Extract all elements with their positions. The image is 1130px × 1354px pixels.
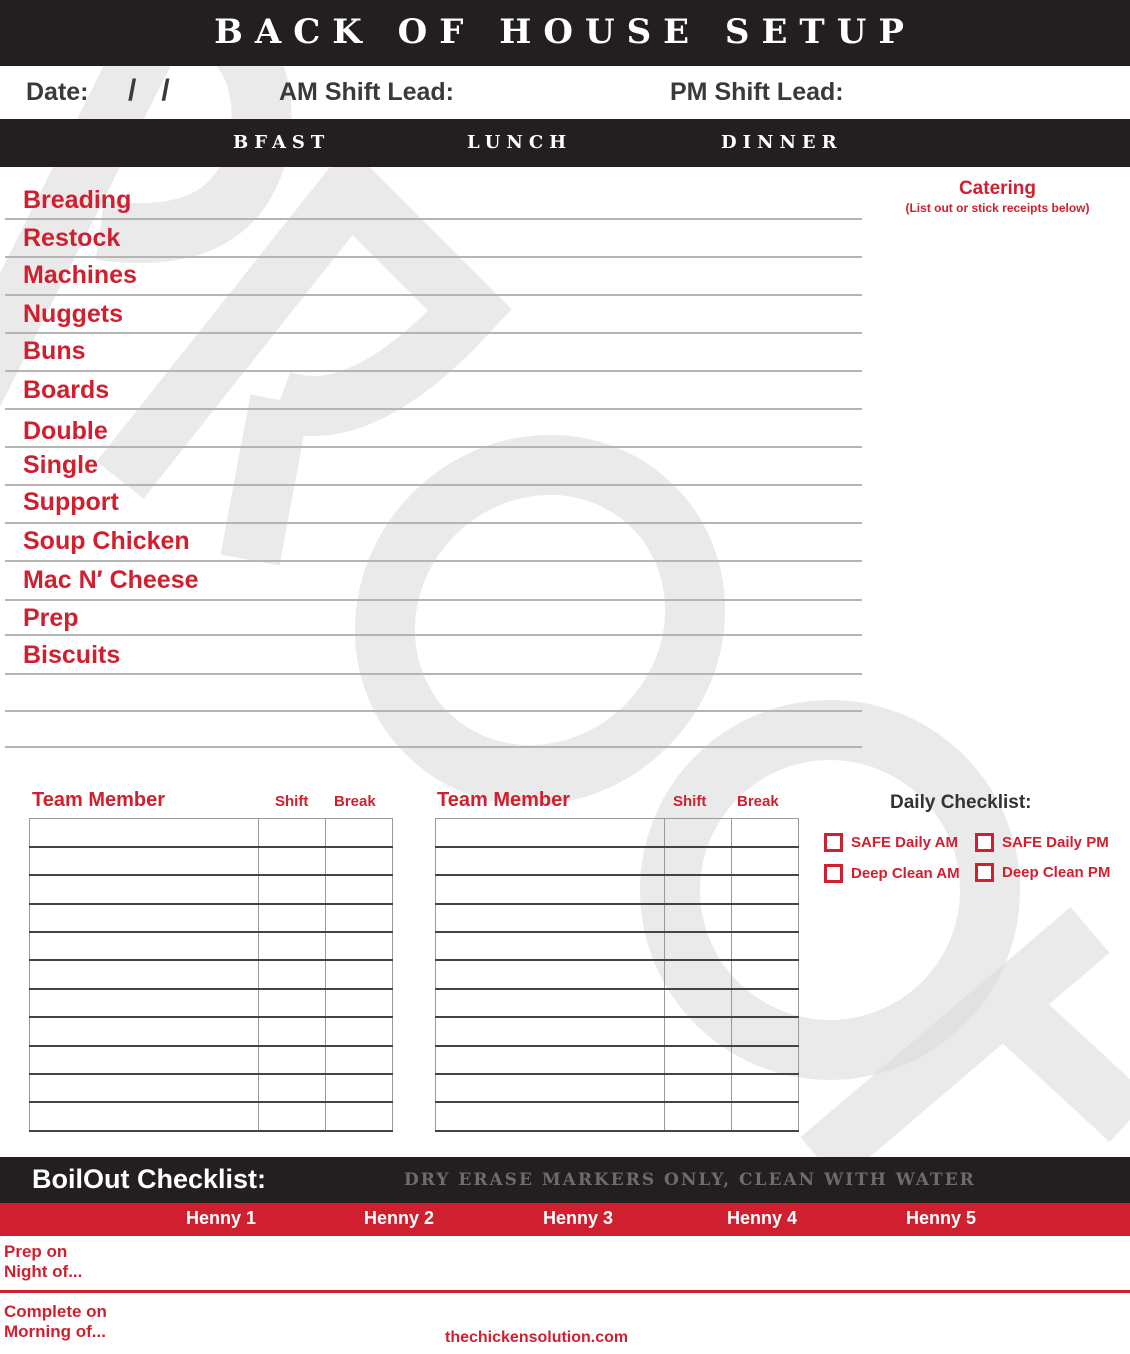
boilout-title: BoilOut Checklist: [32,1164,267,1194]
task-line[interactable] [5,599,862,601]
break-cell[interactable] [732,1017,799,1045]
member-cell[interactable] [30,960,259,988]
member-cell[interactable] [436,1074,665,1102]
break-cell[interactable] [732,819,799,847]
break-cell[interactable] [326,989,393,1017]
task-line[interactable] [5,370,862,372]
table-row [436,1046,799,1074]
member-cell[interactable] [436,875,665,903]
table-row [436,1074,799,1102]
shift-cell[interactable] [259,1046,326,1074]
table-row [436,960,799,988]
table-row [30,819,393,847]
break-cell[interactable] [732,875,799,903]
shift-cell[interactable] [259,847,326,875]
break-cell[interactable] [732,1046,799,1074]
am-shift-lead-label: AM Shift Lead: [279,78,454,106]
roster-right-break-header: Break [737,793,779,810]
table-row [30,904,393,932]
meal-dinner: DINNER [721,132,843,153]
member-cell[interactable] [436,989,665,1017]
roster-right-shift-header: Shift [673,793,707,810]
task-soup-chicken: Soup Chicken [23,527,190,555]
boilout-row-complete-label [4,1302,107,1342]
table-row [30,989,393,1017]
task-line[interactable] [5,218,862,220]
task-line[interactable] [5,408,862,410]
am-shift-lead-field[interactable] [460,80,660,110]
task-biscuits: Biscuits [23,641,121,669]
shift-cell[interactable] [665,932,732,960]
task-prep: Prep [23,604,79,632]
checkbox-deep-clean-am[interactable] [824,864,960,883]
table-row [30,875,393,903]
task-line[interactable] [5,484,862,486]
break-cell[interactable] [732,932,799,960]
task-line[interactable] [5,446,862,448]
date-label: Date: [26,78,89,106]
break-cell[interactable] [326,1074,393,1102]
break-cell[interactable] [732,1102,799,1130]
member-cell[interactable] [436,847,665,875]
boilout-row-divider [0,1290,1130,1293]
meal-bfast: BFAST [233,132,331,153]
meal-lunch: LUNCH [467,132,573,153]
break-cell[interactable] [326,875,393,903]
shift-cell[interactable] [665,819,732,847]
table-row [30,1046,393,1074]
shift-cell[interactable] [665,1017,732,1045]
task-restock: Restock [23,224,121,252]
footer-website: thechickensolution.com [445,1329,629,1346]
checkbox-icon[interactable] [975,833,994,852]
checkbox-label: SAFE Daily AM [851,834,958,851]
break-cell[interactable] [326,847,393,875]
table-row [30,1102,393,1130]
roster-left-shift-header: Shift [275,793,309,810]
member-cell[interactable] [30,1102,259,1130]
task-line[interactable] [5,294,862,296]
shift-cell[interactable] [259,1074,326,1102]
break-cell[interactable] [326,1102,393,1130]
date-field[interactable]: / / [128,74,170,107]
shift-cell[interactable] [259,875,326,903]
task-line[interactable] [5,673,862,675]
shift-cell[interactable] [259,1102,326,1130]
shift-cell[interactable] [665,904,732,932]
task-line-blank[interactable] [5,710,862,712]
shift-cell[interactable] [665,847,732,875]
boilout-complete-row-area[interactable] [140,1294,1130,1324]
roster-left-break-header: Break [334,793,376,810]
task-line[interactable] [5,634,862,636]
shift-cell[interactable] [665,1074,732,1102]
boilout-row-prep-label [4,1242,82,1282]
catering-title: Catering [958,178,1037,199]
table-row [30,960,393,988]
table-row [436,1017,799,1045]
member-cell[interactable] [436,1046,665,1074]
break-cell[interactable] [732,847,799,875]
break-cell[interactable] [732,904,799,932]
henny-1-header: Henny 1 [186,1208,257,1228]
task-boards: Boards [23,376,110,404]
task-mac-n-cheese: Mac N′ Cheese [23,566,199,594]
member-cell[interactable] [436,904,665,932]
table-row [436,904,799,932]
break-cell[interactable] [326,904,393,932]
break-cell[interactable] [732,989,799,1017]
roster-right-member-header: Team Member [437,789,571,811]
table-row [30,932,393,960]
task-buns: Buns [23,337,86,365]
shift-cell[interactable] [259,989,326,1017]
roster-left-table [29,818,393,1132]
checkbox-icon[interactable] [975,863,994,882]
table-row [436,819,799,847]
member-cell[interactable] [30,1046,259,1074]
member-cell[interactable] [436,819,665,847]
member-cell[interactable] [30,904,259,932]
table-row [436,932,799,960]
task-line-blank[interactable] [5,746,862,748]
break-cell[interactable] [732,960,799,988]
henny-2-header: Henny 2 [364,1208,435,1228]
break-cell[interactable] [326,960,393,988]
shift-cell[interactable] [259,1017,326,1045]
task-double: Double [23,417,108,445]
shift-cell[interactable] [259,904,326,932]
shift-cell[interactable] [259,932,326,960]
checkbox-deep-clean-pm[interactable] [975,863,1110,882]
shift-cell[interactable] [259,819,326,847]
member-cell[interactable] [30,819,259,847]
task-nuggets: Nuggets [23,300,123,328]
shift-cell[interactable] [665,989,732,1017]
pm-shift-lead-label: PM Shift Lead: [670,78,844,106]
break-cell[interactable] [326,819,393,847]
task-line[interactable] [5,256,862,258]
row-label-line2: Morning of... [4,1322,106,1341]
break-cell[interactable] [732,1074,799,1102]
checkbox-label: SAFE Daily PM [1002,834,1109,851]
table-row [30,847,393,875]
table-row [436,1102,799,1130]
row-label-line2: Night of... [4,1262,83,1281]
checkbox-label: Deep Clean PM [1002,864,1111,881]
task-single: Single [23,451,99,479]
henny-4-header: Henny 4 [727,1208,798,1228]
member-cell[interactable] [30,875,259,903]
shift-cell[interactable] [665,1102,732,1130]
break-cell[interactable] [326,1017,393,1045]
member-cell[interactable] [436,1017,665,1045]
task-breading: Breading [23,186,132,214]
member-cell[interactable] [30,1017,259,1045]
shift-cell[interactable] [665,960,732,988]
shift-cell[interactable] [259,960,326,988]
member-cell[interactable] [436,960,665,988]
member-cell[interactable] [30,1074,259,1102]
break-cell[interactable] [326,932,393,960]
checkbox-safe-daily-am[interactable] [824,833,958,852]
task-support: Support [23,488,119,516]
shift-cell[interactable] [665,875,732,903]
catering-area[interactable] [870,225,1125,745]
checkbox-icon[interactable] [824,833,843,852]
page-title: BACK OF HOUSE SETUP [214,12,916,52]
member-cell[interactable] [30,847,259,875]
member-cell[interactable] [436,932,665,960]
table-row [436,875,799,903]
member-cell[interactable] [30,989,259,1017]
catering-subtitle: (List out or stick receipts below) [905,201,1090,215]
checkbox-label: Deep Clean AM [851,865,960,882]
table-row [436,989,799,1017]
task-machines: Machines [23,261,137,289]
henny-5-header: Henny 5 [906,1208,977,1228]
task-line[interactable] [5,522,862,524]
daily-checklist-title: Daily Checklist: [890,792,1032,813]
checkbox-icon[interactable] [824,864,843,883]
table-row [30,1017,393,1045]
boilout-prep-row-area[interactable] [140,1238,1130,1290]
pm-shift-lead-field[interactable] [850,80,1120,110]
checkbox-safe-daily-pm[interactable] [975,833,1109,852]
task-line[interactable] [5,560,862,562]
break-cell[interactable] [326,1046,393,1074]
boilout-note: DRY ERASE MARKERS ONLY, CLEAN WITH WATER [404,1170,976,1190]
member-cell[interactable] [436,1102,665,1130]
henny-3-header: Henny 3 [543,1208,614,1228]
shift-cell[interactable] [665,1046,732,1074]
row-label-line1: Prep on [4,1242,68,1261]
table-row [436,847,799,875]
table-row [30,1074,393,1102]
roster-right-table [435,818,799,1132]
roster-left-member-header: Team Member [32,789,166,811]
task-line[interactable] [5,332,862,334]
member-cell[interactable] [30,932,259,960]
row-label-line1: Complete on [4,1302,107,1321]
